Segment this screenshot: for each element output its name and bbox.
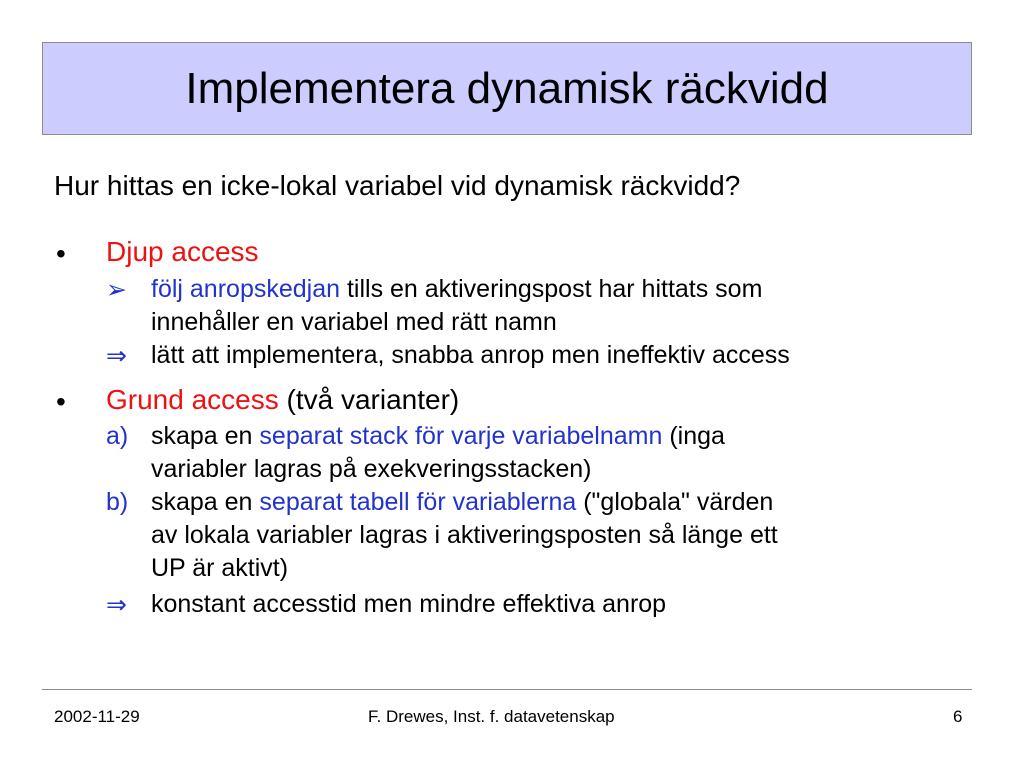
heading-shallow-access-line [106,384,459,416]
arrowhead-icon: ➢ [106,276,127,304]
shallow-item-b-line1 [151,488,773,517]
shallow-item-a-prefix: skapa en [151,422,260,450]
implies-arrow-icon: ⇒ [106,590,127,619]
shallow-item-b-line2: av lokala variabler lagras i aktiveringsposten så länge ett [151,521,778,549]
heading-shallow-rest: (två varianter) [278,384,460,415]
footer-divider [42,689,972,690]
marker-a: a) [106,422,129,450]
shallow-item-b-line3: UP är aktivt) [151,554,289,582]
footer-page-number: 6 [953,707,963,726]
shallow-item-c-text: konstant accesstid men mindre effektiva anrop [151,590,667,618]
shallow-item-b-prefix: skapa en [151,488,260,516]
shallow-item-a-line1 [151,422,725,451]
shallow-item-a-highlight: separat stack för varje variabelnamn [259,422,663,450]
marker-b: b) [106,488,129,516]
deep-item1-line2: innehåller en variabel med rätt namn [151,308,557,336]
deep-item2-text: lätt att implementera, snabba anrop men ineffektiv access [151,341,790,369]
bullet-deep: • [56,238,66,269]
slide-title: Implementera dynamisk räckvidd [185,63,829,113]
deep-item1-highlight: följ anropskedjan [151,275,341,303]
shallow-item-b-rest: ("globala" värden [576,488,774,516]
shallow-item-a-line2: variabler lagras på exekveringsstacken) [151,455,592,483]
footer-author: F. Drewes, Inst. f. datavetenskap [368,707,615,726]
deep-item1-rest: tills en aktiveringspost har hittats som [340,275,763,303]
bullet-shallow: • [56,386,66,417]
footer-date: 2002-11-29 [54,707,140,726]
implies-arrow-icon: ⇒ [106,341,127,370]
deep-item1-line1 [151,275,762,304]
heading-shallow-access: Grund access [106,384,279,415]
title-box [42,42,972,135]
shallow-item-b-highlight: separat tabell för variablerna [259,488,577,516]
shallow-item-a-rest: (inga [662,422,725,450]
heading-deep-access: Djup access [106,236,259,267]
question-text: Hur hittas en icke-lokal variabel vid dynamisk räckvidd? [54,170,741,201]
